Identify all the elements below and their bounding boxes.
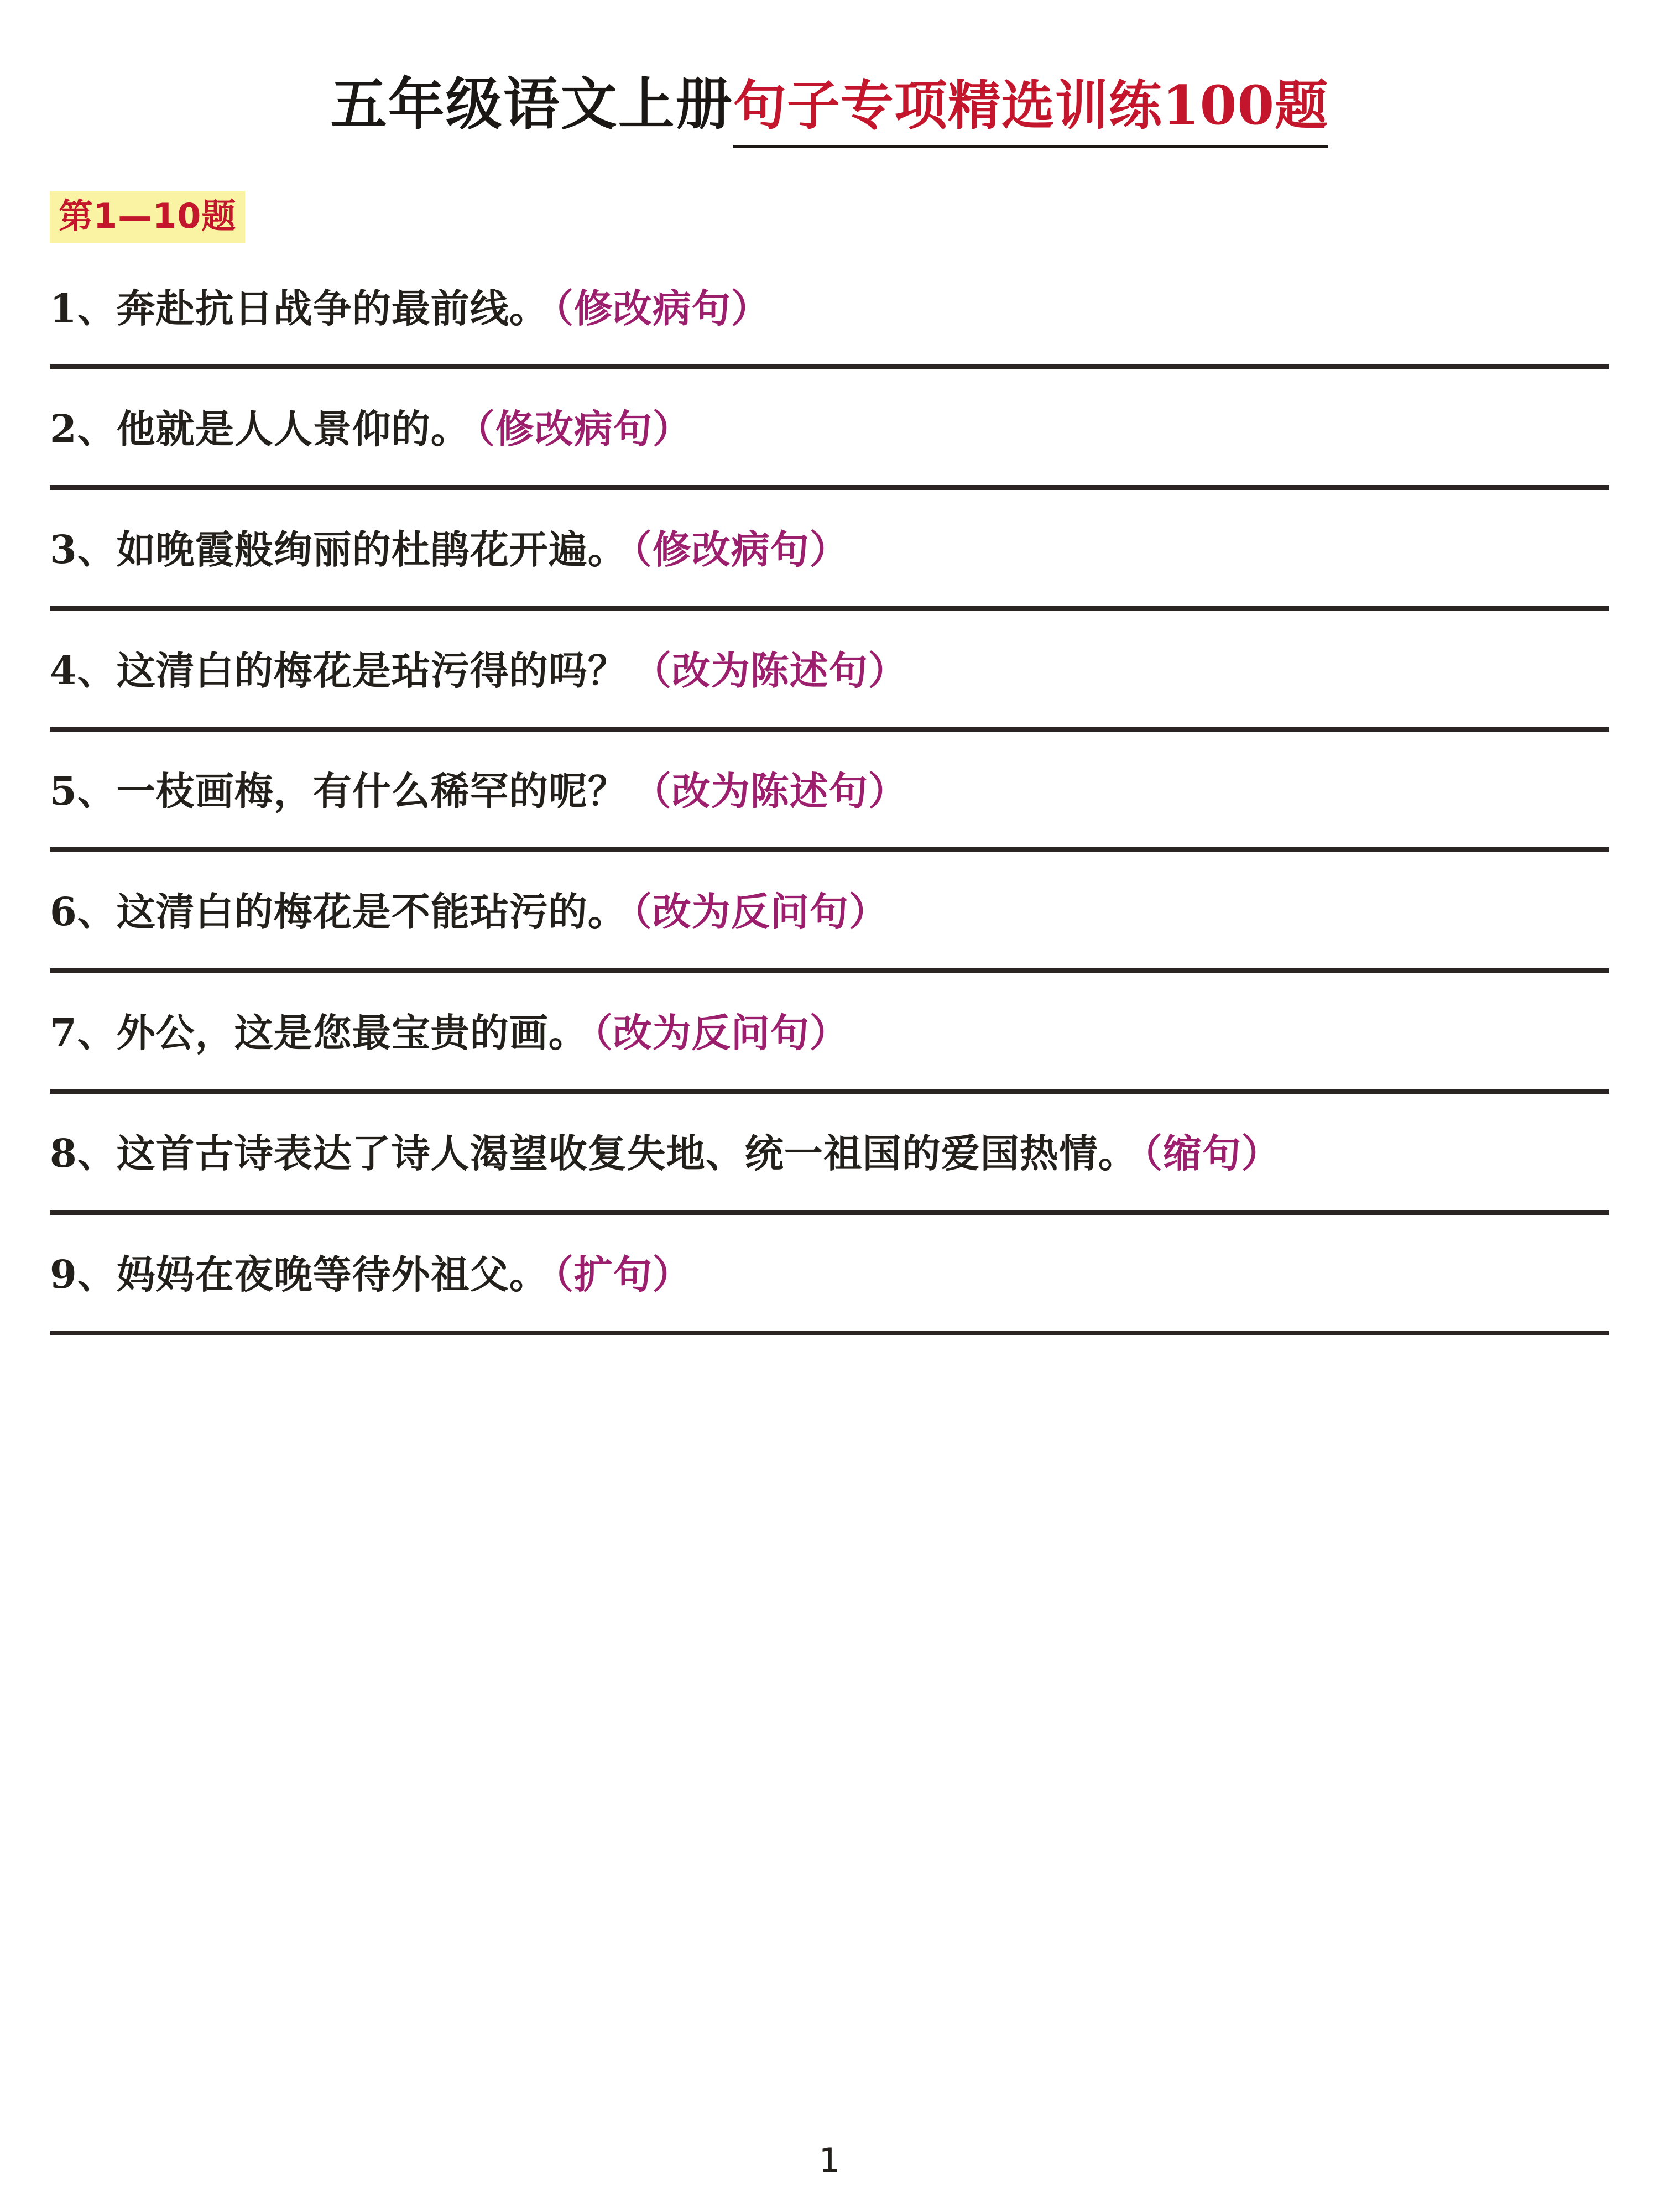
question-line xyxy=(50,273,1609,336)
question-text: 2、他就是人人景仰的。 xyxy=(50,405,470,452)
list-item xyxy=(50,635,1609,732)
list-item xyxy=(50,273,1609,369)
question-line xyxy=(50,635,1609,698)
list-item xyxy=(50,998,1609,1094)
question-tag: （修改病句） xyxy=(475,405,692,452)
question-line xyxy=(50,394,1609,456)
answer-rule xyxy=(50,1089,1609,1094)
list-item xyxy=(50,877,1609,973)
question-line xyxy=(50,756,1609,818)
question-text: 9、妈妈在夜晚等待外祖父。 xyxy=(50,1251,549,1297)
list-item xyxy=(50,1239,1609,1335)
question-tag: （修改病句） xyxy=(554,285,770,331)
question-tag: （改为反问句） xyxy=(632,889,888,935)
question-tag: （修改病句） xyxy=(632,526,849,573)
question-line xyxy=(50,1118,1609,1181)
answer-rule xyxy=(50,606,1609,611)
title-black-part: 五年级语文上册 xyxy=(330,71,733,138)
question-tag: （改为陈述句） xyxy=(632,647,907,693)
question-list xyxy=(50,273,1609,1336)
list-item xyxy=(50,1118,1609,1214)
title-red-part: 句子专项精选训练100题 xyxy=(733,64,1328,148)
question-text: 8、这首古诗表达了诗人渴望收复失地、统一祖国的爱国热情。 xyxy=(50,1130,1138,1177)
question-tag: （缩句） xyxy=(1142,1130,1281,1177)
question-text: 1、奔赴抗日战争的最前线。 xyxy=(50,285,549,331)
answer-rule xyxy=(50,364,1609,369)
list-item xyxy=(50,756,1609,852)
question-tag: （改为陈述句） xyxy=(632,768,907,815)
question-line xyxy=(50,1239,1609,1302)
answer-rule xyxy=(50,847,1609,852)
answer-rule xyxy=(50,485,1609,490)
answer-rule xyxy=(50,1331,1609,1335)
answer-rule xyxy=(50,727,1609,732)
list-item xyxy=(50,514,1609,611)
page-number: 1 xyxy=(818,2141,841,2180)
question-line xyxy=(50,514,1609,577)
question-line xyxy=(50,877,1609,939)
question-text: 4、这清白的梅花是玷污得的吗？ xyxy=(50,647,627,693)
question-text: 6、这清白的梅花是不能玷污的。 xyxy=(50,889,627,935)
question-line xyxy=(50,998,1609,1060)
question-text: 7、外公，这是您最宝贵的画。 xyxy=(50,1009,588,1056)
section-tag-row xyxy=(50,191,1609,243)
question-text: 3、如晚霞般绚丽的杜鹃花开遍。 xyxy=(50,526,627,573)
question-text: 5、一枝画梅，有什么稀罕的呢？ xyxy=(50,768,627,815)
answer-rule xyxy=(50,1210,1609,1215)
question-tag: （扩句） xyxy=(554,1251,692,1297)
page-title xyxy=(50,60,1609,148)
answer-rule xyxy=(50,968,1609,973)
section-tag: 第1—10题 xyxy=(50,191,245,243)
list-item xyxy=(50,394,1609,490)
question-tag: （改为反问句） xyxy=(593,1009,849,1056)
